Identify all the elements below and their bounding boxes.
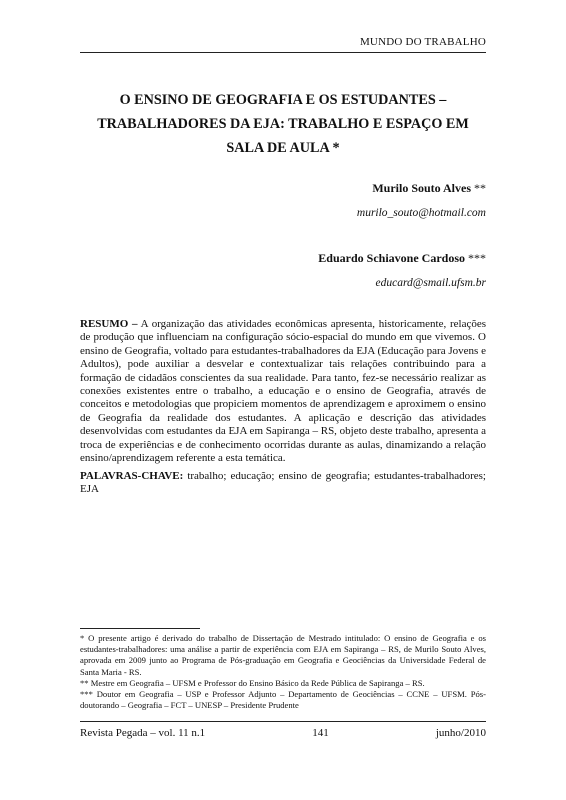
footer-divider <box>80 721 486 722</box>
publication-date: junho/2010 <box>435 727 486 739</box>
author-2-footnote-mark: *** <box>465 251 486 265</box>
author-2-email[interactable]: educard@smail.ufsm.br <box>375 277 486 289</box>
page-number: 141 <box>312 727 329 739</box>
article-title <box>80 88 486 160</box>
author-2-name: Eduardo Schiavone Cardoso <box>318 251 465 265</box>
abstract-text: A organização das atividades econômicas apresenta, historicamente, relações de produção que influenciam na configuração sócio-espacial do mundo em que vivemos. O ensino de Geografia, voltado para estudantes-trabalhadores da EJA (Educação para Jovens e Adultos), pode auxiliar a desvelar e contextualizar tais relações contribuindo para a formação de cidadãos conscientes da sua realidade. Para tanto, fez-se necessário realizar as conexões existentes entre o trabalho, a educação e o ensino de Geografia, através de conceitos e metodologias que propiciem momentos de aprendizagem e aproximem o ensino de Geografia da realidade dos estudantes. A aplicação e descrição das atividades desenvolvidas com estudantes da EJA em Sapiranga – RS, objeto deste trabalho, apresenta a troca de experiências e de conhecimento ocorridas durante as aulas, dinamizando a relação ensino/aprendizagem referente a esta temática. <box>80 318 487 465</box>
footnote-divider <box>80 628 200 629</box>
author-2 <box>318 251 486 266</box>
journal-citation: Revista Pegada – vol. 11 n.1 <box>80 727 206 739</box>
footnote-2: ** Mestre em Geografia – UFSM e Professor do Ensino Básico da Rede Pública de Sapiranga – RS. <box>80 677 425 688</box>
abstract-label: RESUMO – <box>80 318 138 330</box>
author-1-name: Murilo Souto Alves <box>372 181 471 195</box>
keywords <box>80 470 486 497</box>
author-1-footnote-mark: ** <box>471 181 486 195</box>
title-line-2: TRABALHADORES DA EJA: TRABALHO E ESPAÇO EM <box>97 116 469 132</box>
footnotes <box>80 633 486 711</box>
keywords-label: PALAVRAS-CHAVE: <box>80 470 184 482</box>
running-header: MUNDO DO TRABALHO <box>359 36 486 48</box>
abstract <box>80 318 486 465</box>
page-footer <box>80 727 486 739</box>
keywords-text: trabalho; educação; ensino de geografia; estudantes-trabalhadores; EJA <box>80 470 486 496</box>
author-1 <box>372 181 486 196</box>
author-1-email[interactable]: murilo_souto@hotmail.com <box>356 207 486 219</box>
header-divider <box>80 52 486 53</box>
footnote-3: *** Doutor em Geografia – USP e Professor Adjunto – Departamento de Geociências – CCNE – UFSM. Pós-doutorando – Geografia – FCT – UNESP – Presidente Prudente <box>80 689 486 711</box>
title-line-1: O ENSINO DE GEOGRAFIA E OS ESTUDANTES – <box>119 92 447 108</box>
footnote-1: * O presente artigo é derivado do trabalho de Dissertação de Mestrado intitulado: O ensino de Geografia e os estudantes-trabalhadores: uma análise a partir de experiência com EJA em Sapiranga – RS, de Murilo Souto Alves, aprovada em 2009 junto ao Programa de Pós-graduação em Geografia e Geociências da Universidade Federal de Santa Maria - RS. <box>80 633 486 677</box>
title-line-3: SALA DE AULA * <box>226 140 340 156</box>
